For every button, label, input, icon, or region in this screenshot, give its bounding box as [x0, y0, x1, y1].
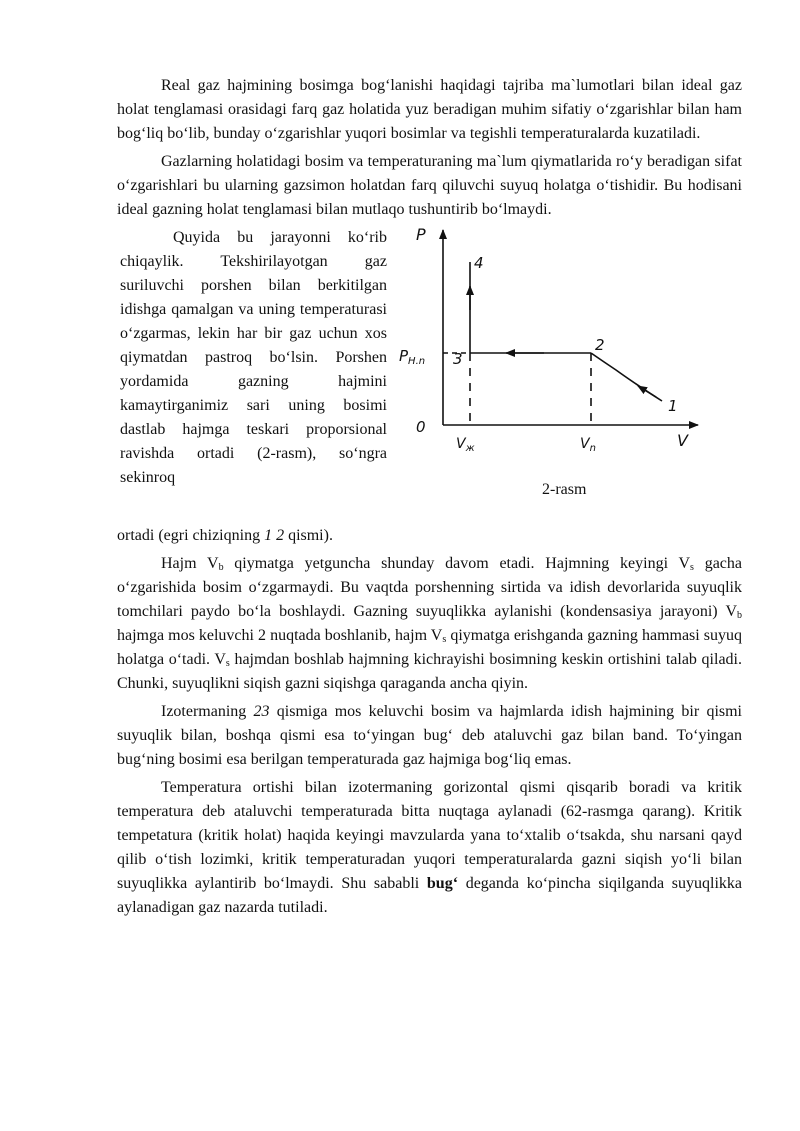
origin-label: 0 — [416, 418, 426, 436]
axis-label-v: V — [677, 431, 688, 450]
paragraph-3-side: Quyida bu jarayonni ko‘rib chiqaylik. Tekshirilayotgan gaz suriluvchi porshen bilan berkitilgan idishga qamalgan va uning temperaturasi o‘zgarmas, lekin har bir gaz uchun xos qiymatdan pastroq bo‘lsin. Porshen yordamida gazning hajmini kamaytirganimiz sari uning bosimi dastlab hajmga teskari proporsional ravishda ortadi (2-rasm), so‘ngra sekinroq — [120, 229, 387, 486]
paragraph-2: Gazlarning holatidagi bosim va temperaturaning ma`lum qiymatlarida ro‘y beradigan sifat o‘zgarishlari bu ularning gazsimon holatdan farq qiluvchi suyuq holatga o‘tishidir. Bu hodisani ideal gazning holat tenglamasi bilan mutlaqo tushuntirib bo‘lmaydi. — [117, 153, 742, 218]
point-label-4: 4 — [474, 254, 484, 272]
arrow-on-curve-1-2 — [638, 386, 656, 397]
paragraph-1: Real gaz hajmining bosimga bog‘lanishi haqidagi tajriba ma`lumotlari bilan ideal gaz holat tenglamasi orasidagi farq gaz holatida yuz beradigan muhim sifatiy o‘zgarishlar bilan ham bog‘liq bo‘lib, bunday o‘zgarishlar yuqori bosimlar va tegishli temperaturalarda kuzatiladi. — [117, 77, 742, 142]
paragraph-4: Hajm $V_b$ qiymatga yetguncha shunday davom etadi. Hajmning keyingi $V_s$ gacha o‘zgarishida bosim o‘zgarmaydi. Bu vaqtda porshenning sirtida va idish devorlarida suyuqlik tomchilari paydo bo‘la boshlaydi. Gazning suyuqlikka aylanishi (kondensasiya jarayoni) $V_b$ hajmga mos keluvchi 2 nuqtada boshlanib, hajm $V_s$ qiymatga erishganda gazning hammasi suyuq holatga o‘tadi. $V_s$ hajmdan boshlab hajmning kichrayishi bosimning keskin ortishini talab qiladi. Chunki, suyuqlikni siqish gazni siqishga qaraganda ancha qiyin. — [117, 555, 743, 692]
paragraph-5: Izotermaning 23 qismiga mos keluvchi bosim va hajmlarda idish hajmining bir qismi suyuqlik bilan, boshqa qismi esa to‘yingan bug‘ deb ataluvchi gaz bilan band. To‘yingan bug‘ning bosimi esa berilgan temperaturada gaz hajmiga bog‘liq emas. — [117, 703, 742, 768]
text-with-figure — [117, 226, 742, 522]
isotherm-diagram — [394, 220, 742, 480]
v-s-label: $V_ж$ — [456, 436, 475, 454]
v-b-label: $V_n$ — [580, 436, 596, 454]
point-label-3: 3 — [453, 350, 463, 368]
point-label-1: 1 — [668, 397, 678, 415]
figure-isotherm-diagram — [394, 220, 742, 510]
paragraph-3-continuation: ortadi (egri chiziqning 1 2 qismi). — [117, 527, 333, 544]
figure-caption: 2-rasm — [542, 481, 587, 498]
p-level-label: $P_{H.n}$ — [399, 347, 426, 367]
axis-label-p: P — [416, 225, 426, 244]
paragraph-6: Temperatura ortishi bilan izotermaning gorizontal qismi qisqarib boradi va kritik temperatura deb ataluvchi temperaturada bitta nuqtaga aylanadi (62-rasmga qarang). Kritik tempetatura (kritik holat) haqida keyingi mavzularda yana to‘xtalib o‘tsakda, shu narsani qayd qilib o‘tish lozimki, kritik temperaturadan yuqori temperaturalarda gazni siqish yo‘li bilan suyuqlikka aylantirib bo‘lmaydi. Shu sababli bug‘ deganda ko‘pincha siqilganda suyuqlikka aylanadigan gaz nazarda tutiladi. — [117, 779, 743, 916]
point-label-2: 2 — [595, 336, 605, 354]
document-page — [117, 74, 742, 920]
